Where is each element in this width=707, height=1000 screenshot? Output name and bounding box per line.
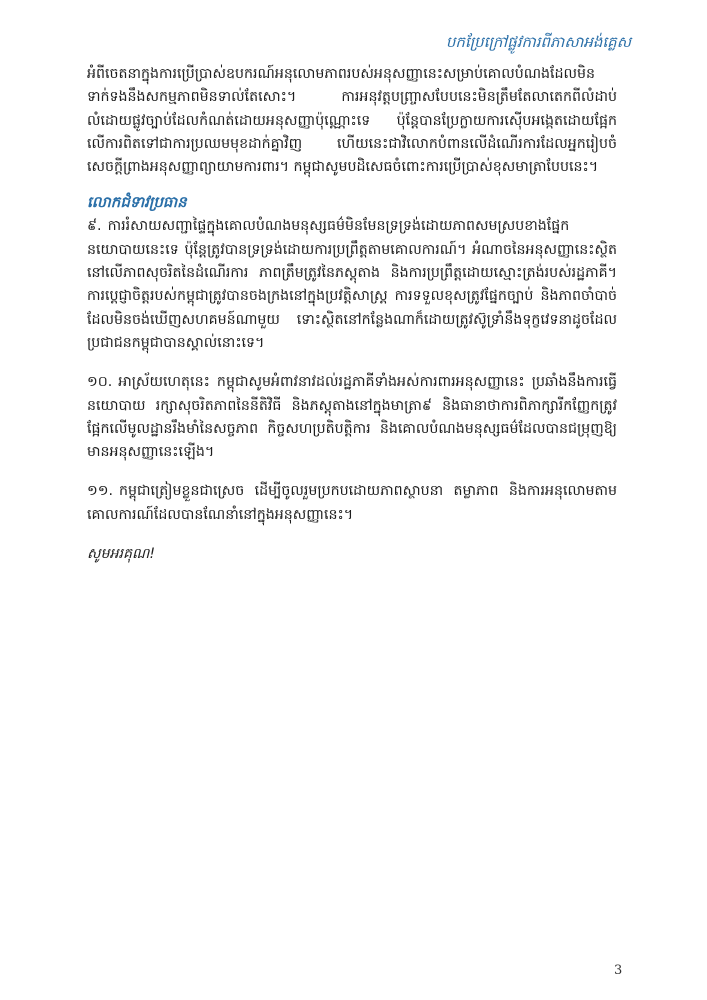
paragraph-text: កម្ពុជាត្រៀមខ្លួនជាស្រេច ដើម្បីចូលរួមប្រកបដោយភាពស្ថាបនា តម្លាភាព និងការអនុលោមតាមគោលការណ៍ដែលបានណែនាំនៅក្នុងអនុសញ្ញានេះ។	[87, 483, 617, 523]
numbered-paragraph-10	[87, 371, 617, 464]
paragraph-intro: អំពីចេតនាក្នុងការប្រើប្រាស់ឧបករណ៍អនុលោមភាពរបស់អនុសញ្ញានេះសម្រាប់គោលបំណងដែលមិនទាក់ទងនឹងសកម្មភាពមិនទាល់តែសោះ។ ការអនុវត្តបញ្ច្រាសបែបនេះមិនត្រឹមតែលាតេកពីលំដាប់លំដោយផ្លូវច្បាប់ដែលកំណត់ដោយអនុសញ្ញាប៉ុណ្ណោះទេ ប៉ុន្តែបានប្រែក្លាយការស៊ើបអង្កេតដោយផ្អែកលើការពិតទៅជាការប្រឈមមុខដាក់គ្នាវិញ ហើយនេះជាវិលោកបំពានលើដំណើរការដែលអ្នករៀបចំសេចក្តីព្រាងអនុសញ្ញាព្យាយាមការពារ។ កម្ពុជាសូមបដិសេធចំពោះការប្រើប្រាស់ខុសមាត្រាបែបនេះ។	[87, 66, 617, 176]
numbered-paragraph-11	[87, 480, 617, 527]
numbered-paragraph-9	[87, 215, 617, 355]
closing-thanks: សូមអរគុណ!	[87, 546, 156, 563]
paragraph-text: អាស្រ័យហេតុនេះ កម្ពុជាសូមអំពាវនាវដល់រដ្ឋភាគីទាំងអស់ការពារអនុសញ្ញានេះ ប្រឆាំងនឹងការធ្វើនយោបាយ រក្សាសុចរិតភាពនៃនីតិវិធី និងភស្តុតាងនៅក្នុងមាត្រា៩ និងធានាថាការពិភាក្សារីកញ្ញែកត្រូវផ្អែកលើមូលដ្ឋានរឹងមាំនៃសច្ចភាព កិច្ចសហប្រតិបត្តិការ និងគោលបំណងមនុស្សធម៌ដែលបានជម្រុញឱ្យមានអនុសញ្ញានេះឡើង។	[87, 374, 617, 461]
document-body	[87, 63, 617, 566]
section-heading: លោកជំទាវប្រធាន	[87, 193, 187, 212]
paragraph-number: ៩.	[87, 218, 102, 235]
paragraph-number: ១១.	[87, 483, 113, 500]
page-number: 3	[614, 963, 623, 978]
paragraph-text: ការរំសាយសញ្ជាផ្ទៃក្នុងគោលបំណងមនុស្សធម៌មិនមែនទ្រទ្រង់ដោយភាពសមស្របខាងផ្នែកនយោបាយនេះទេ ប៉ុន្តែត្រូវបានទ្រទ្រង់ដោយការប្រព្រឹត្តតាមគោលការណ៍។ អំណាចនៃអនុសញ្ញានេះស្ថិតនៅលើភាពសុចរិតនៃដំណើរការ ភាពត្រឹមត្រូវនៃភស្តុតាង និងការប្រព្រឹត្តដោយស្មោះត្រង់របស់រដ្ឋភាគី។ ការប្តេជ្ញាចិត្តរបស់កម្ពុជាត្រូវបានចងក្រងនៅក្នុងប្រវត្តិសាស្ត្រ ការទទួលខុសត្រូវផ្នែកច្បាប់ និងភាពចាំបាច់ដែលមិនចង់ឃើញសហគមន៍ណាមួយ ទោះស្ថិតនៅកន្លែងណាក៏ដោយត្រូវស៊ូទ្រាំនឹងទុក្ខវេទនាដូចដែលប្រជាជនកម្ពុជាបានស្គាល់នោះទេ។	[87, 218, 617, 351]
running-header: បកប្រែក្រៅផ្លូវការពីភាសាអង់គ្លេស	[445, 33, 631, 51]
paragraph-number: ១០.	[87, 374, 113, 391]
